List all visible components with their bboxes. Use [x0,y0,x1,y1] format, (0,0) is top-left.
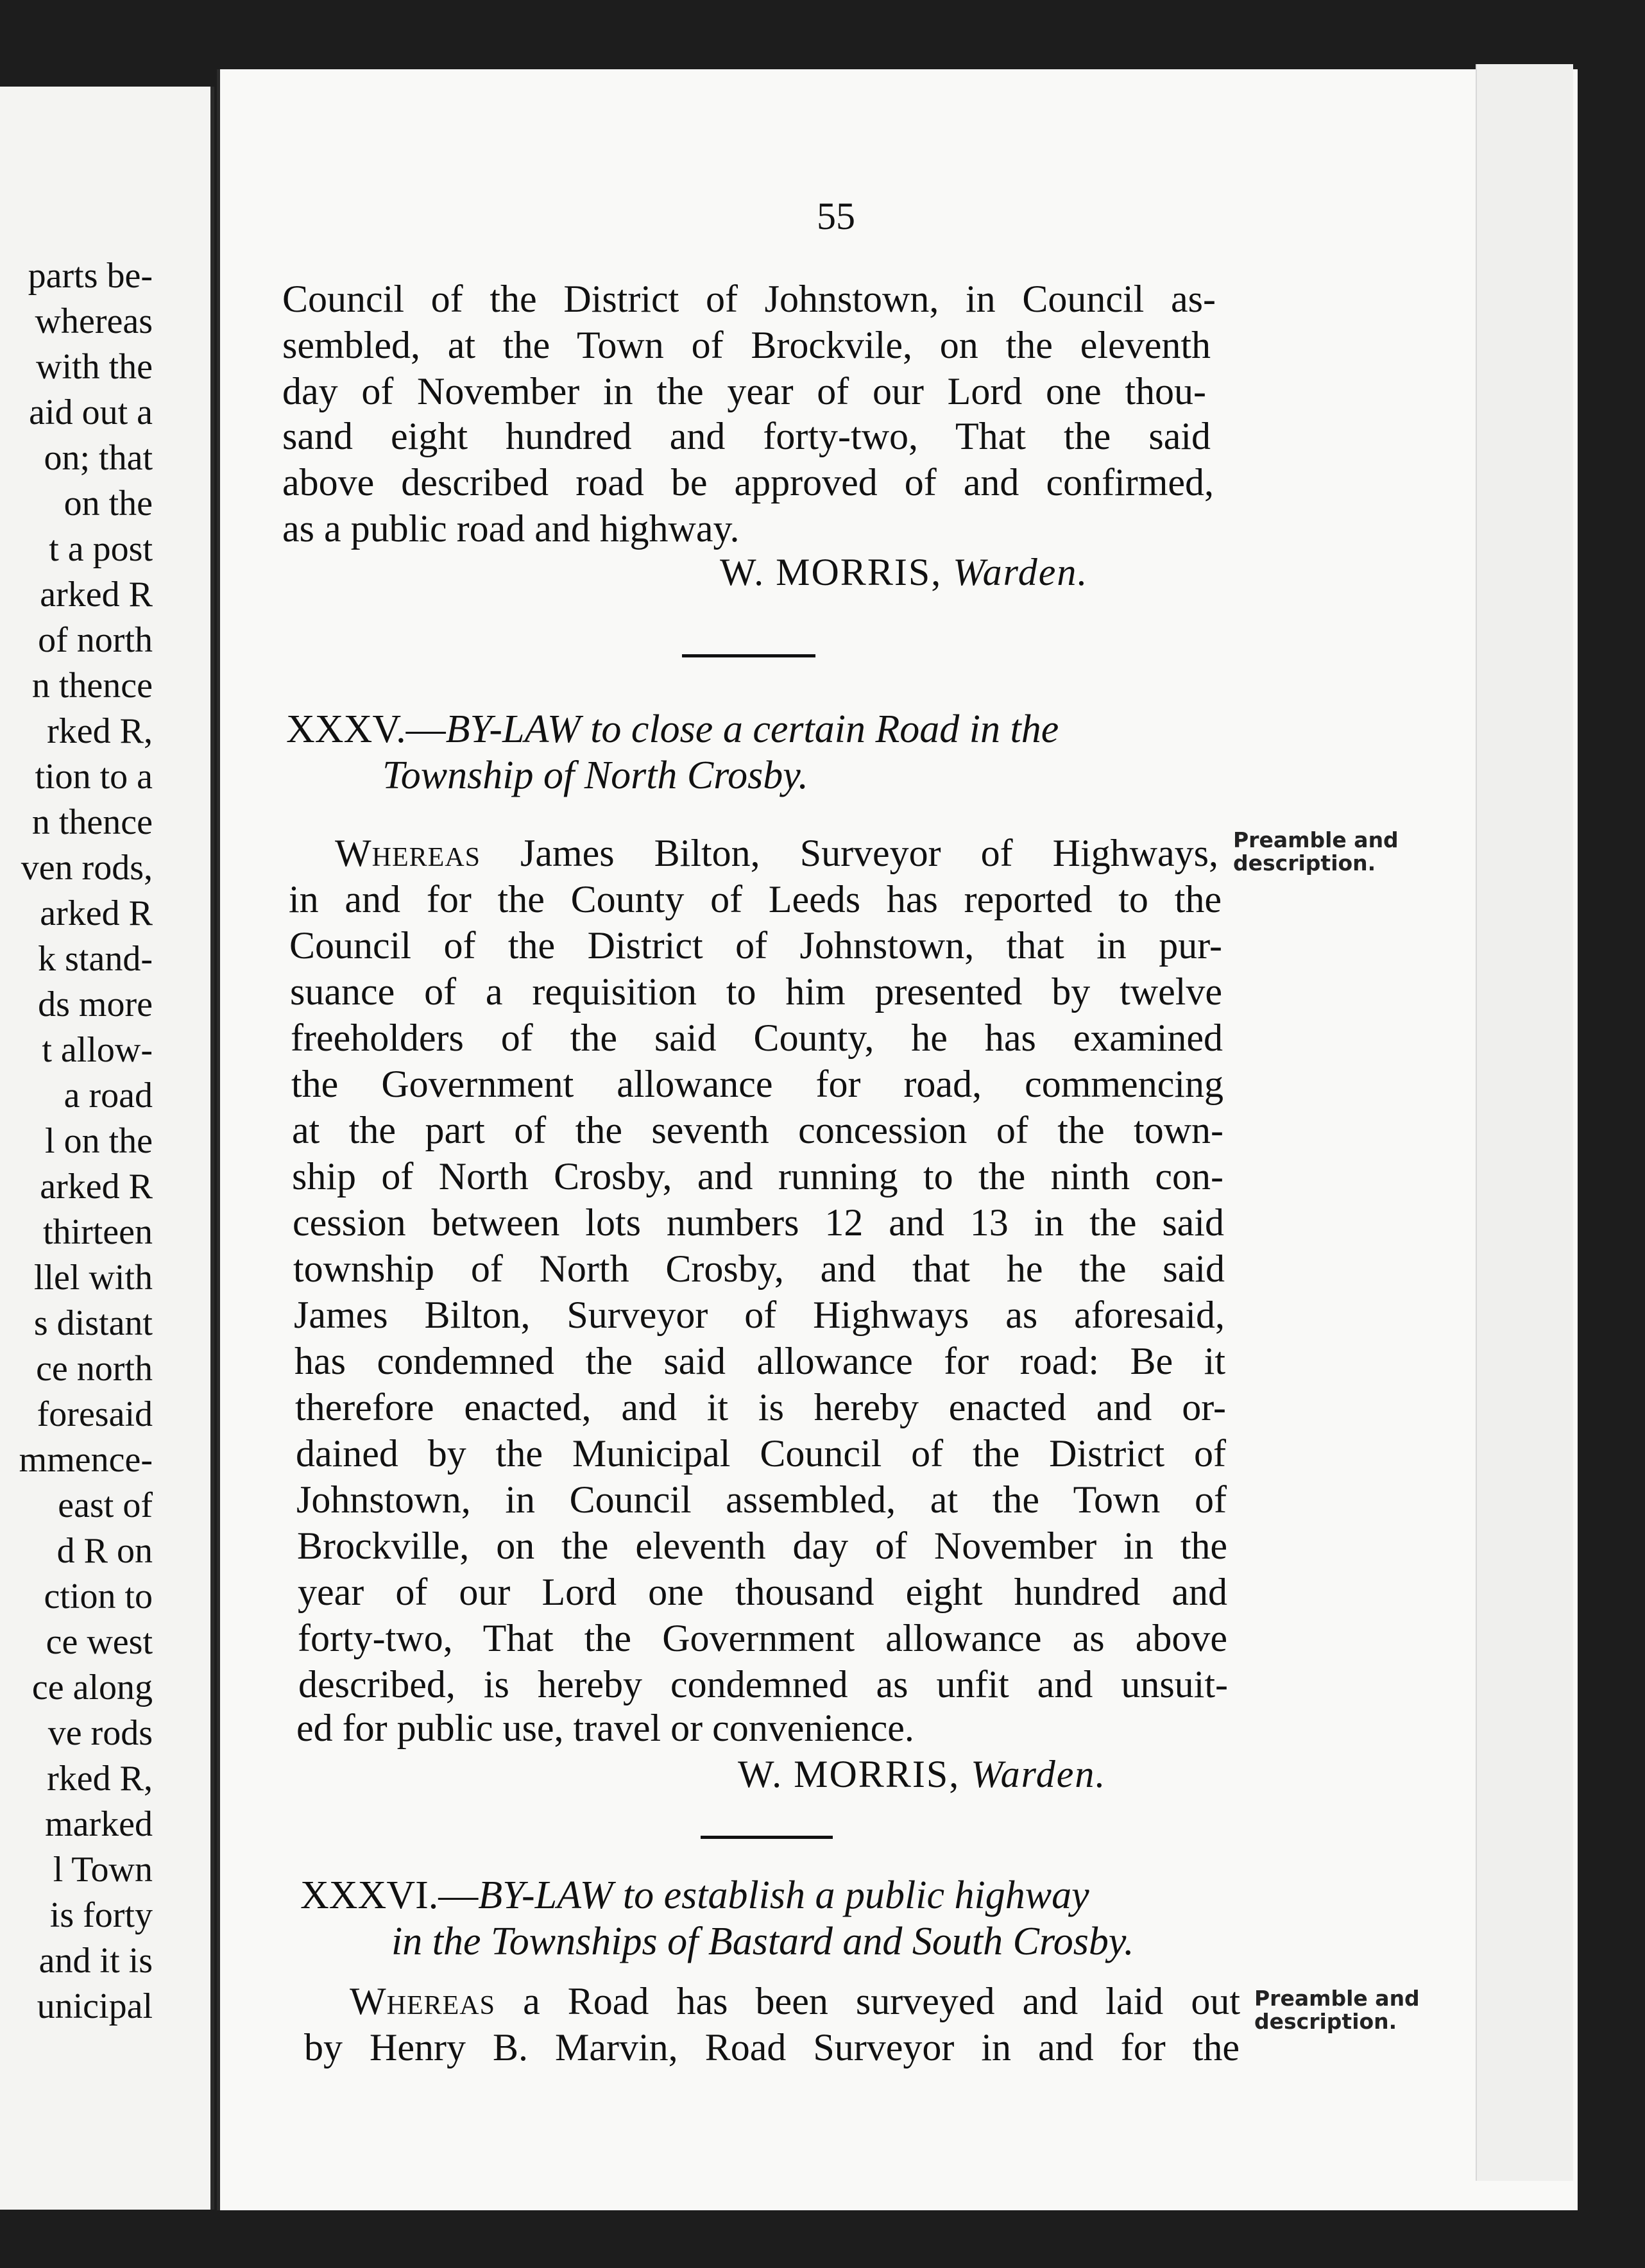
left-page-line: n thence [31,802,153,842]
left-page-line: s distant [33,1303,153,1343]
intro-line: as a public road and highway. [282,507,740,550]
left-page-line: d R on [56,1531,153,1571]
first-line-text: a Road has been surveyed and laid out [495,1980,1240,2022]
left-page-line: l on the [45,1121,153,1161]
left-page-line: thirteen [42,1212,153,1252]
left-page-line: ds more [38,985,153,1024]
opening-word: Whereas [350,1980,495,2022]
page-number: 55 [817,195,855,237]
body-line: has condemned the said allowance for road: Be it [294,1340,1225,1382]
intro-line: day of November in the year of our Lord one thou- [282,370,1206,412]
left-page-line: rked R, [47,711,153,751]
body-line: described, is hereby condemned as unfit and unsuit- [298,1663,1228,1705]
body-line: James Bilton, Surveyor of Highways as aforesaid, [294,1294,1225,1336]
left-page-line: l Town [53,1850,153,1890]
body-line: Brockville, on the eleventh day of November in the [297,1525,1227,1567]
body-line: Council of the District of Johnstown, that in pur- [289,924,1222,967]
body-line: the Government allowance for road, commencing [291,1063,1223,1105]
margin-note-line: Preamble and [1233,827,1399,852]
left-page-line: aid out a [29,393,153,432]
body-line-first [335,831,1218,876]
left-page-line: foresaid [37,1394,153,1434]
left-page-line: on the [64,484,153,523]
intro-line: sembled, at the Town of Brockvile, on the eleventh [282,324,1211,366]
body-line-last: ed for public use, travel or convenience. [296,1707,914,1749]
body-line: year of our Lord one thousand eight hundred and [298,1571,1227,1613]
signature-title: Warden. [953,551,1089,593]
left-page-line: arked R [40,893,153,933]
left-page-line: t a post [49,529,153,569]
margin-note [1254,1987,1420,2033]
left-page-line: tion to a [35,757,153,797]
left-page-line: ve rods [47,1713,153,1753]
intro-line: Council of the District of Johnstown, in Council as- [282,278,1216,320]
body-line: Johnstown, in Council assembled, at the Town of [296,1478,1227,1521]
body-line: dained by the Municipal Council of the District of [296,1432,1226,1475]
left-page-line: ction to [44,1577,153,1616]
left-page-line: on; that [44,438,153,478]
left-page-line: ce north [36,1349,153,1389]
margin-note [1233,829,1399,875]
section-heading [286,707,1059,752]
section-title-line2: Township of North Crosby. [382,754,808,797]
margin-note-line: description. [1254,2009,1397,2034]
signature-2 [738,1752,1106,1797]
left-page-line: whereas [35,301,153,341]
section-title: BY-LAW to establish a public highway [478,1874,1089,1917]
left-page-line: unicipal [37,1986,153,2026]
left-page-line: east of [58,1485,153,1525]
margin-note-line: Preamble and [1254,1986,1420,2011]
page-edge [1476,64,1573,2181]
left-page-line: t allow- [42,1030,153,1070]
section-title: BY-LAW to close a certain Road in the [445,707,1059,751]
intro-line: sand eight hundred and forty-two, That the said [282,415,1211,457]
intro-line: above described road be approved of and confirmed, [282,461,1214,504]
section-number: XXXV.— [286,707,446,751]
section-title-line2: in the Townships of Bastard and South Crosby. [391,1920,1134,1963]
left-page-line: arked R [40,1167,153,1206]
left-page-line: n thence [31,666,153,706]
signature-name: W. MORRIS, [720,551,942,593]
section-number: XXXVI.— [300,1874,479,1917]
body-line: cession between lots numbers 12 and 13 in the said [293,1201,1224,1244]
left-page-line: of north [38,620,153,660]
left-page-line: ce along [31,1668,153,1707]
body-line: forty-two, That the Government allowance as above [298,1617,1227,1659]
opening-word: Whereas [335,832,481,874]
left-page-line: ven rods, [21,848,153,888]
body-line: by Henry B. Marvin, Road Surveyor in and for the [304,2026,1240,2069]
signature-title: Warden. [971,1753,1107,1795]
body-line: at the part of the seventh concession of the town- [292,1109,1223,1151]
left-page-line: llel with [33,1258,153,1298]
left-page-line: arked R [40,575,153,614]
left-page-line: and it is [38,1941,153,1981]
left-page-line: rked R, [47,1759,153,1798]
body-line: in and for the County of Leeds has reported to the [289,878,1222,920]
body-line: freeholders of the said County, he has examined [291,1017,1223,1059]
body-line: township of North Crosby, and that he the said [293,1248,1225,1290]
left-page-line: ce west [46,1622,153,1662]
left-page-line: parts be- [28,256,153,296]
section-divider [701,1836,833,1839]
left-page-line: a road [64,1076,153,1115]
left-page-line: mmence- [19,1440,153,1480]
signature-1 [720,550,1088,595]
body-line: ship of North Crosby, and running to the ninth con- [292,1155,1223,1197]
body-line: suance of a requisition to him presented by twelve [290,970,1222,1013]
first-line-text: James Bilton, Surveyor of Highways, [480,832,1218,874]
left-page-line: k stand- [38,939,153,979]
margin-note-line: description. [1233,851,1376,876]
section-divider [682,654,815,657]
left-page-line: with the [36,347,153,387]
left-page-line: is forty [49,1895,153,1935]
body-line-first [350,1979,1240,2024]
body-line: therefore enacted, and it is hereby enacted and or- [295,1386,1226,1428]
signature-name: W. MORRIS, [738,1753,960,1795]
section-heading [300,1873,1089,1918]
left-page-line: marked [45,1804,153,1844]
